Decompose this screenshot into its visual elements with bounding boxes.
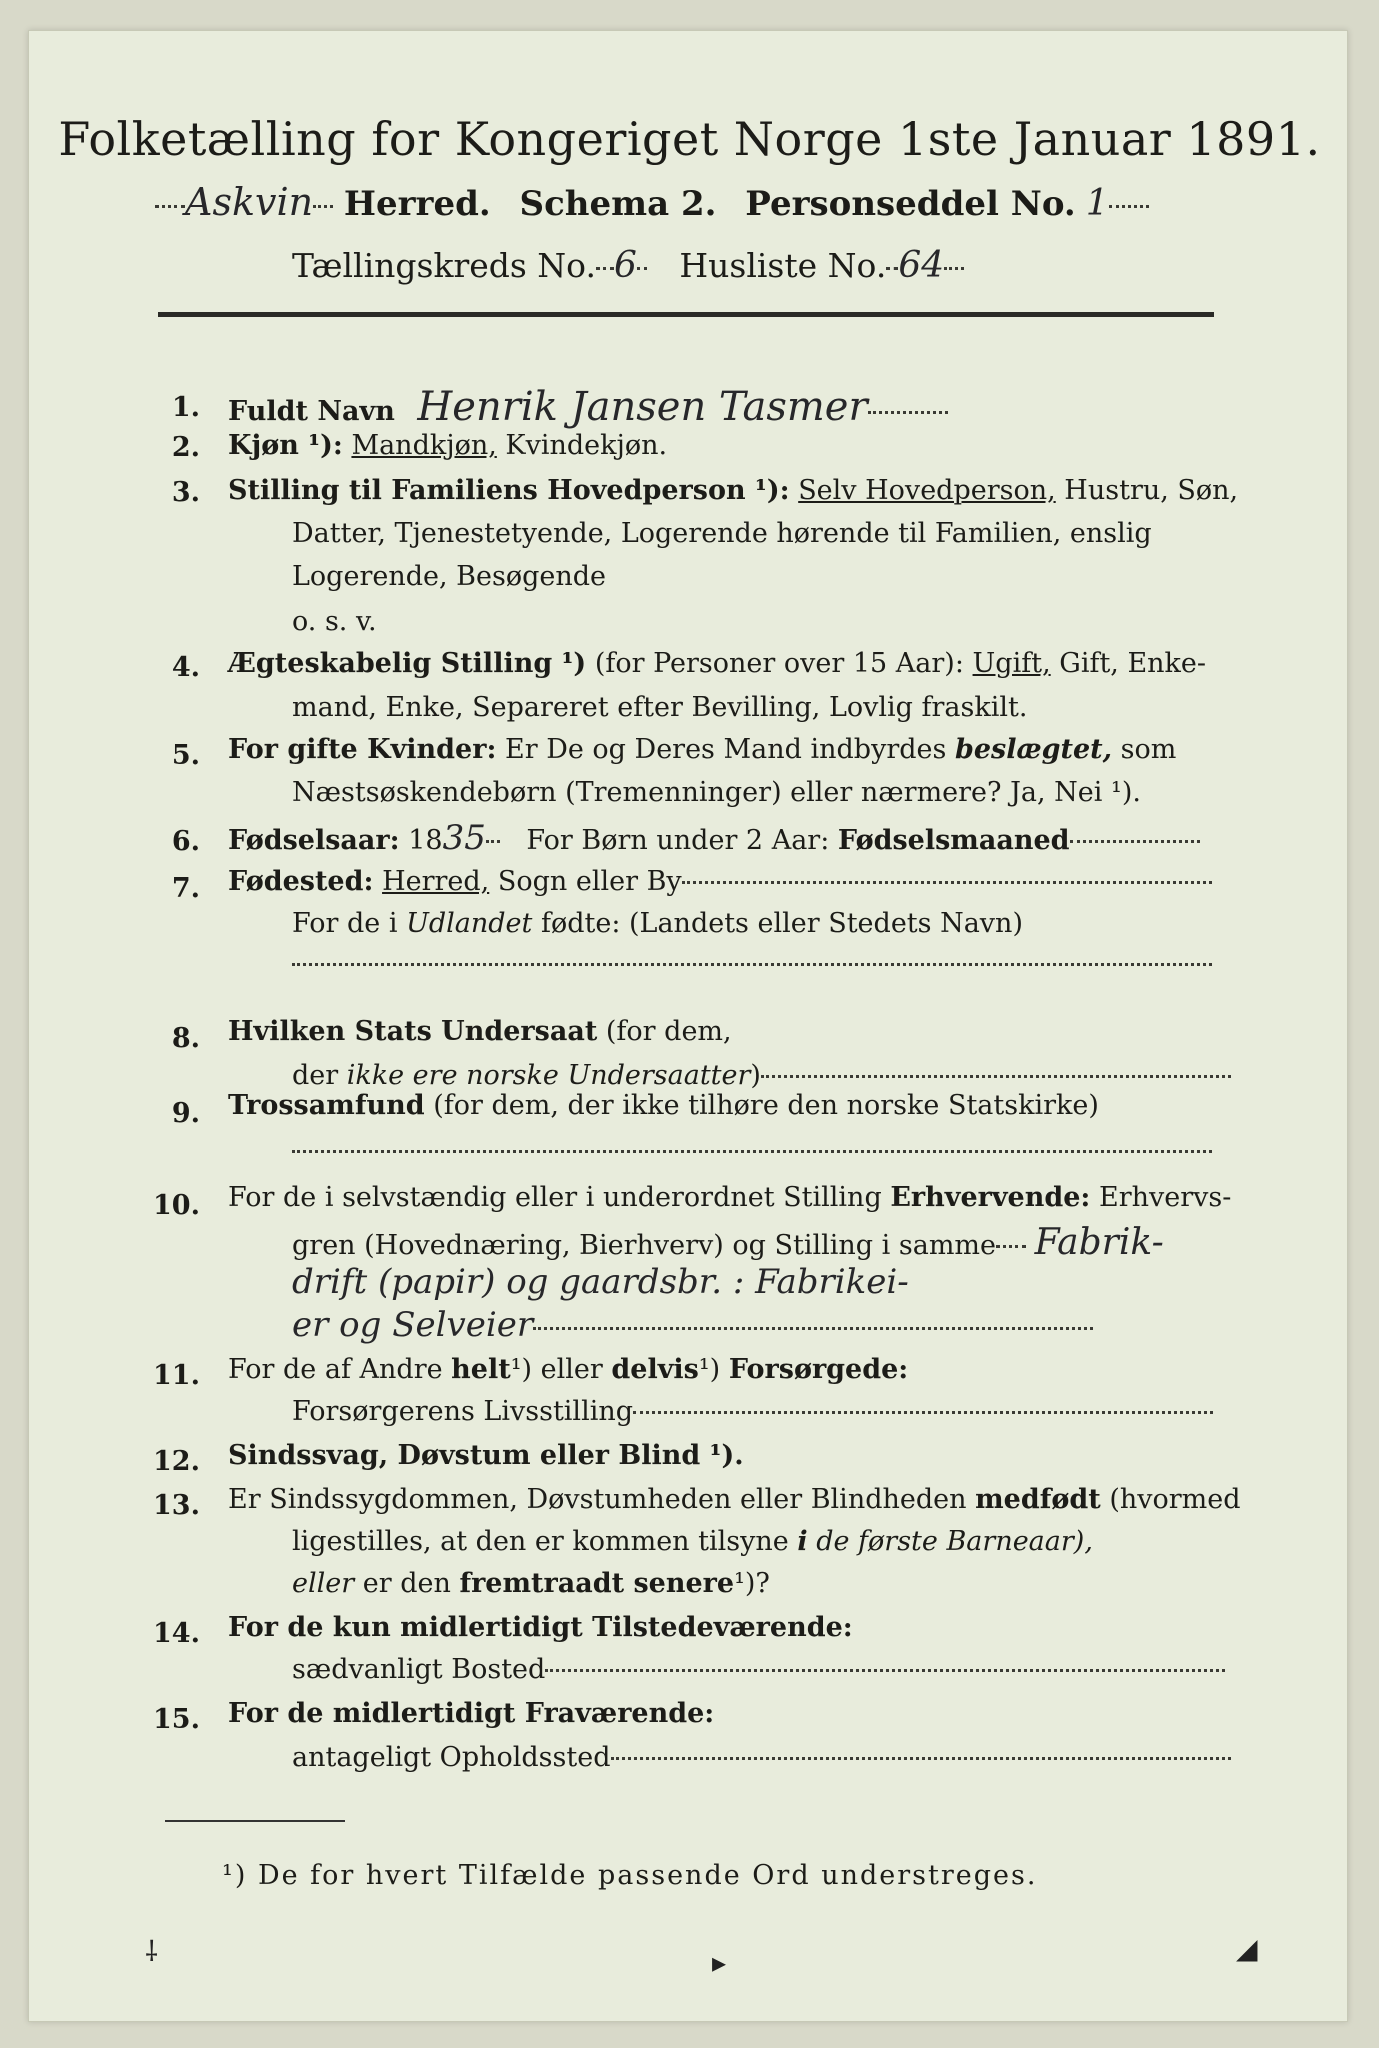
q8-text: (for dem, [605, 1016, 732, 1047]
q12-number: 12. [153, 1446, 200, 1477]
q2-option-mandkjon: Mandkjøn, [351, 430, 497, 461]
margin-mark-center: ▸ [712, 1946, 727, 1979]
husliste-value: 64 [898, 245, 945, 286]
q7-label: Fødested: [228, 866, 374, 897]
header-line-1 [155, 180, 1149, 224]
q15-number: 15. [153, 1704, 200, 1735]
kreds-label: Tællingskreds No. [292, 246, 596, 285]
q5-label: For gifte Kvinder: [228, 734, 497, 765]
q5-row-2: Næstsøskendebørn (Tremenninger) eller nærmere? Ja, Nei ¹). [292, 777, 1141, 808]
q1-row [228, 384, 948, 430]
q3-row-3: Logerende, Besøgende [292, 561, 606, 592]
q4-row-2: mand, Enke, Separeret efter Bevilling, Lovlig fraskilt. [292, 692, 1028, 723]
q15-row-2 [292, 1742, 1231, 1773]
q11-delvis: delvis [611, 1354, 699, 1385]
q9-row [228, 1090, 1099, 1121]
q9-number: 9. [171, 1098, 200, 1129]
footnote-rule [165, 1820, 345, 1822]
q3-number: 3. [171, 477, 200, 508]
q5-row-1 [228, 734, 1176, 765]
q6-label-maaned: Fødselsmaaned [837, 825, 1070, 856]
q10-text-end: Erhvervs- [1099, 1182, 1232, 1213]
q10-row-3 [292, 1262, 909, 1302]
q5-text-end: som [1120, 734, 1177, 765]
q7-row-2 [292, 908, 1023, 939]
q1-number: 1. [171, 392, 200, 423]
q11-text-3: ¹) [698, 1354, 721, 1385]
q12-label: Sindssvag, Døvstum eller Blind ¹). [228, 1440, 744, 1471]
header-line-2 [292, 245, 964, 286]
q10-handwritten-3: er og Selveier [292, 1305, 534, 1345]
q8-line2-end: ) [750, 1060, 761, 1091]
margin-mark-left: ⸸ [145, 1935, 159, 1968]
q10-handwritten-2: drift (papir) og gaardsbr. : Fabrikei- [292, 1262, 909, 1302]
schema-label: Schema 2. [519, 184, 717, 224]
q10-line2: gren (Hovednæring, Bierhverv) og Stilling i samme [292, 1230, 997, 1261]
q10-row-2 [292, 1222, 1164, 1263]
q11-label: Forsørgede: [728, 1354, 909, 1385]
q13-barneaar: de første Barneaar), [816, 1526, 1093, 1557]
q11-text: For de af Andre [228, 1354, 443, 1385]
q13-line2-start: ligestilles, at den er kommen tilsyne [292, 1526, 789, 1557]
q15-label: For de midlertidigt Fraværende: [228, 1698, 715, 1729]
q8-row-1 [228, 1016, 732, 1047]
personseddel-value: 1 [1085, 183, 1109, 224]
q10-text: For de i selvstændig eller i underordnet Stilling [228, 1182, 882, 1213]
q10-number: 10. [153, 1190, 200, 1221]
q1-handwritten-name: Henrik Jansen Tasmer [417, 384, 868, 430]
q3-row-2: Datter, Tjenestetyende, Logerende hørende til Familien, enslig [292, 518, 1152, 549]
q7-number: 7. [171, 873, 200, 904]
q4-option-ugift: Ugift, [972, 648, 1051, 679]
q6-prefix: 18 [408, 825, 443, 856]
q6-text: For Børn under 2 Aar: [526, 825, 830, 856]
footnote: ¹) De for hvert Tilfælde passende Ord understreges. [222, 1860, 1038, 1891]
q10-row-1 [228, 1182, 1231, 1213]
q3-label: Stilling til Familiens Hovedperson ¹): [228, 475, 790, 506]
q6-handwritten-year: 35 [442, 818, 486, 858]
q7-blank-line [292, 948, 1212, 979]
q9-label: Trossamfund [228, 1090, 425, 1121]
q13-number: 13. [153, 1490, 200, 1521]
q11-row-1 [228, 1354, 908, 1385]
q5-beslaegtet: beslægtet, [954, 734, 1113, 765]
q12-row [228, 1440, 744, 1471]
q4-row-1 [228, 648, 1206, 679]
q11-number: 11. [153, 1360, 200, 1391]
q14-row-2 [292, 1654, 1225, 1685]
q7-options-rest: Sogn eller By [497, 866, 682, 897]
q13-text-end: (hvormed [1109, 1484, 1241, 1515]
q13-row-3 [292, 1568, 770, 1599]
header-divider [158, 312, 1214, 317]
q9-text: (for dem, der ikke tilhøre den norske Statskirke) [433, 1090, 1099, 1121]
q13-medfodt: medfødt [975, 1484, 1101, 1515]
q7-udlandet: Udlandet [406, 908, 533, 939]
q14-label: For de kun midlertidigt Tilstedeværende: [228, 1612, 853, 1643]
q3-row-1 [228, 475, 1238, 506]
q13-text: Er Sindssygdommen, Døvstumheden eller Blindheden [228, 1484, 967, 1515]
q7-line2-end: fødte: (Landets eller Stedets Navn) [540, 908, 1023, 939]
q11-row-2 [292, 1396, 1213, 1427]
q8-row-2 [292, 1060, 1231, 1091]
q14-line2: sædvanligt Bosted [292, 1654, 546, 1685]
kreds-value: 6 [613, 245, 637, 286]
q7-row-1 [228, 866, 1212, 897]
q10-row-4 [292, 1305, 1093, 1345]
q2-label: Kjøn ¹): [228, 430, 343, 461]
q8-line2-start: der [292, 1060, 339, 1091]
husliste-label: Husliste No. [679, 246, 887, 285]
form-title: Folketælling for Kongeriget Norge 1ste Januar 1891. [58, 112, 1321, 166]
q11-line2: Forsørgerens Livsstilling [292, 1396, 634, 1427]
q9-blank-line [292, 1135, 1212, 1166]
q10-label: Erhvervende: [890, 1182, 1091, 1213]
q6-label: Fødselsaar: [228, 825, 400, 856]
q13-row-2 [292, 1526, 1093, 1557]
q13-eller: eller [292, 1568, 355, 1599]
q4-options-rest: Gift, Enke- [1059, 648, 1207, 679]
q15-line2: antageligt Opholdssted [292, 1742, 611, 1773]
q11-text-2: ¹) eller [510, 1354, 603, 1385]
q2-row [228, 430, 667, 461]
personseddel-label: Personseddel No. [745, 184, 1076, 224]
q10-handwritten-1: Fabrik- [1034, 1222, 1164, 1263]
q5-number: 5. [171, 740, 200, 771]
q3-options-rest: Hustru, Søn, [1064, 475, 1239, 506]
q13-line3-end: ¹)? [734, 1568, 770, 1599]
q13-fremtraadt: fremtraadt senere [459, 1568, 735, 1599]
q2-option-kvindekjon: Kvindekjøn. [505, 430, 668, 461]
q15-row-1 [228, 1698, 714, 1729]
q13-line3-text: er den [362, 1568, 451, 1599]
q4-condition: (for Personer over 15 Aar): [594, 648, 964, 679]
q1-label: Fuldt Navn [228, 396, 395, 427]
q11-helt: helt [451, 1354, 511, 1385]
q7-line2-start: For de i [292, 908, 398, 939]
q4-label: Ægteskabelig Stilling ¹) [228, 648, 587, 679]
q3-row-4: o. s. v. [292, 606, 377, 637]
herred-value: Askvin [185, 180, 314, 224]
q5-text: Er De og Deres Mand indbyrdes [505, 734, 947, 765]
q7-option-herred: Herred, [382, 866, 490, 897]
q8-undersaatter: ikke ere norske Undersaatter [346, 1060, 751, 1091]
q13-i: i [797, 1526, 808, 1557]
q4-number: 4. [171, 652, 200, 683]
margin-mark-right: ◢ [1236, 1932, 1258, 1965]
q14-number: 14. [153, 1618, 200, 1649]
q3-option-selv-hovedperson: Selv Hovedperson, [798, 475, 1056, 506]
herred-label: Herred. [343, 184, 491, 224]
q8-label: Hvilken Stats Undersaat [228, 1016, 598, 1047]
q6-number: 6. [171, 826, 200, 857]
q2-number: 2. [171, 432, 200, 463]
q8-number: 8. [171, 1023, 200, 1054]
q13-row-1 [228, 1484, 1241, 1515]
q6-row [228, 818, 1200, 858]
q14-row-1 [228, 1612, 853, 1643]
